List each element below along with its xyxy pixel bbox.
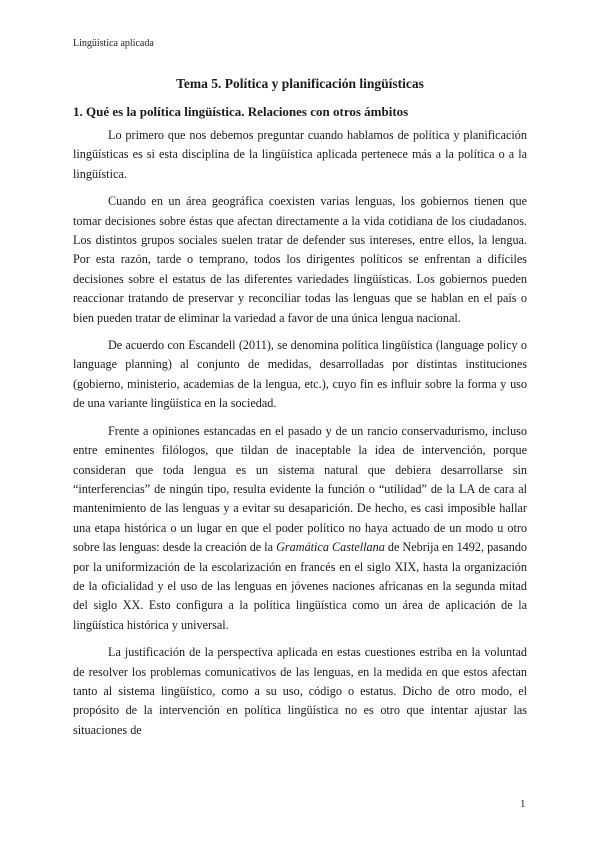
- paragraph-2: Cuando en un área geográfica coexisten varias lenguas, los gobiernos tienen que tomar decisiones sobre éstas que afectan directamente a la vida cotidiana de los ciudadanos. Los distintos grupos sociales suelen tratar de defender sus intereses, entre ellos, la lengua. Por esta razón, tarde o temprano, todos los dirigentes políticos se enfrentan a difíciles decisiones sobre el estatus de las diferentes variedades lingüísticas. Los gobiernos pueden reaccionar tratando de preservar y reconciliar todas las lenguas que se hablan en el país o bien pueden tratar de eliminar la variedad a favor de una única lengua nacional.: [73, 194, 527, 325]
- document-body: [73, 126, 527, 748]
- book-title-italic: Gramática Castellana: [276, 540, 385, 555]
- paragraph-1: Lo primero que nos debemos preguntar cuando hablamos de política y planificación lingüísticas es si esta disciplina de la lingüística aplicada pertenece más a la política o a la lingüística.: [73, 128, 527, 181]
- paragraph-4-text-b: de Nebrija en 1492, pasando por la uniformización de la escolarización en francés en el siglo XIX, hasta la organización de la oficialidad y el uso de las lenguas en jóvenes naciones africanas en la segunda mitad del siglo XX. Esto configura a la política lingüística como un área de aplicación de la lingüística histórica y universal.: [73, 540, 528, 632]
- paragraph-3: De acuerdo con Escandell (2011), se denomina política lingüística (language policy o language planning) al conjunto de medidas, desarrolladas por distintas instituciones (gobierno, ministerio, academias de la lengua, etc.), cuyo fin es influir sobre la forma y uso de una variante lingüística en la sociedad.: [73, 338, 527, 411]
- page-number: 1: [520, 798, 526, 810]
- paragraph-4-text-a: Frente a opiniones estancadas en el pasado y de un rancio conservadurismo, incluso entre eminentes filólogos, que tildan de inaceptable la idea de intervención, porque consideran que toda lengua es un sistema natural que debiera desarrollarse sin “interferencias” de ningún tipo, resulta evidente la función o “utilidad” de la LA de cara al mantenimiento de las lenguas y a evitar su desaparición. De hecho, es casi imposible hallar una etapa histórica o un lugar en que el poder político no haya actuado de un modo u otro sobre las lenguas: desde la creación de la: [73, 423, 527, 555]
- running-header: Lingüística aplicada: [73, 38, 154, 49]
- paragraph-4: [73, 422, 527, 635]
- document-title: Tema 5. Política y planificación lingüísticas: [176, 76, 424, 91]
- section-heading: 1. Qué es la política lingüística. Relaciones con otros ámbitos: [73, 104, 409, 119]
- paragraph-5: La justificación de la perspectiva aplicada en estas cuestiones estriba en la voluntad de resolver los problemas comunicativos de las lenguas, en la medida en que estos afectan tanto al sistema lingüístico, como a su uso, código o estatus. Dicho de otro modo, el propósito de la intervención en política lingüística no es otro que intentar ajustar las situaciones de: [73, 645, 527, 737]
